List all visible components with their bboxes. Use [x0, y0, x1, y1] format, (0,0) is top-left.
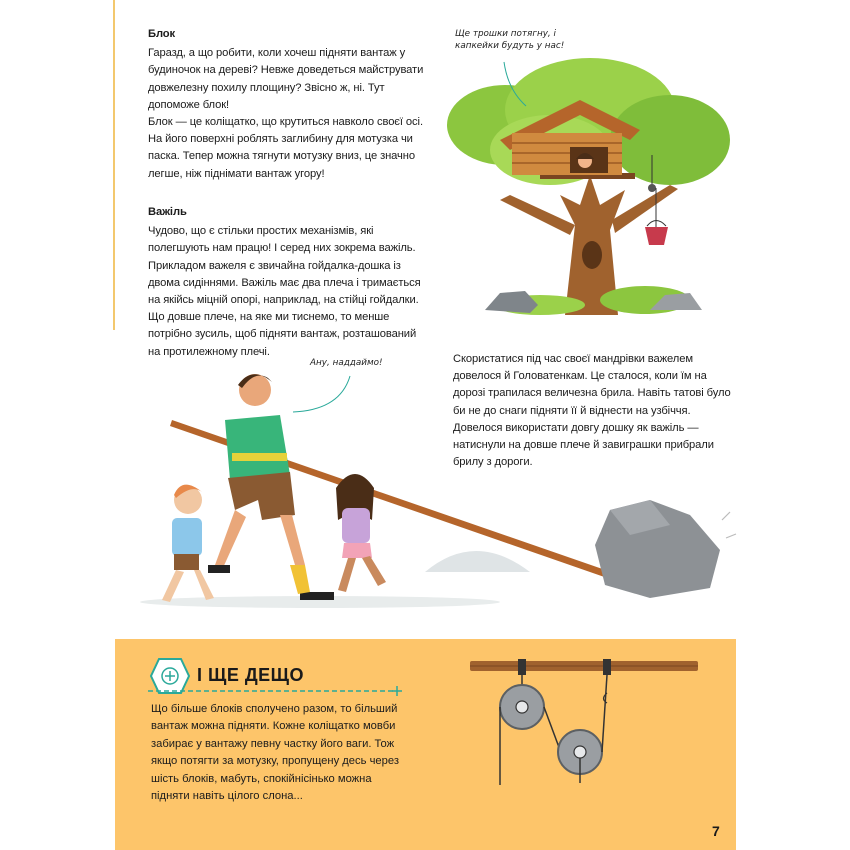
lever-section — [148, 204, 428, 361]
title-underline-divider — [148, 684, 408, 698]
lever-scene-illustration — [130, 360, 740, 615]
block-heading: Блок — [148, 28, 176, 40]
more-info-paragraph: Що більше блоків сполучено разом, то більший вантаж можна підняти. Кожне коліщатко мовби забирає у вантажу певну частку його ваги. Тож якщо потягти за мотузку, пропущену десь через шість блоків, мабуть, спокійнісінько можна підняти навіть цілого слона... — [151, 703, 399, 803]
block-section — [148, 26, 428, 183]
more-info-title: І ЩЕ ДЕЩО — [197, 665, 305, 685]
lever-heading: Важіль — [148, 206, 187, 218]
block-paragraph-1: Гаразд, а що робити, коли хочеш підняти вантаж у будиночок на дереві? Невже доведеться майструвати довжелезну похилу площину? Звісно ж, ні. Тут допоможе блок! — [148, 47, 424, 111]
page-spine-line — [113, 0, 115, 330]
story-paragraph: Скористатися під час своєї мандрівки важелем довелося й Головатенкам. Це сталося, коли їм на дорозі трапилася величезна брила. Навіть татові було би не до снаги підняти її й віднести на узбіччя. Довелося використати довгу дошку як важіль — натиснули на довше плече й завиграшки прибрали брилу з дороги. — [453, 353, 731, 469]
treehouse-illustration — [440, 55, 740, 315]
pulley-system-illustration — [470, 655, 705, 790]
lever-paragraph: Чудово, що є стільки простих механізмів, які полегшують нам працю! І серед них зокрема важіль. Прикладом важеля є звичайна гойдалка-дошка із двома сидіннями. Важіль має два плеча і тримається на якійсь міцній опорі, наприклад, на стійці гойдалки. Що довше плече, на яке ми тиснемо, то менше потрібно зусиль, щоб підняти вантаж, розташований на протилежному плечі. — [148, 225, 421, 358]
block-paragraph-2: Блок — це коліщатко, що крутиться навколо своєї осі. На його поверхні роблять заглибину для мотузка чи паска. Тепер можна тягнути мотузку вниз, це значно легше, ніж піднімати вантаж угору! — [148, 116, 423, 180]
dad-speech-bubble: Ану, наддаймо! — [310, 358, 383, 368]
speech-pointer-tree — [500, 60, 530, 110]
page-number: 7 — [712, 823, 720, 839]
tree-speech-bubble: Ще трошки потягну, і капкейки будуть у нас! — [455, 29, 565, 51]
